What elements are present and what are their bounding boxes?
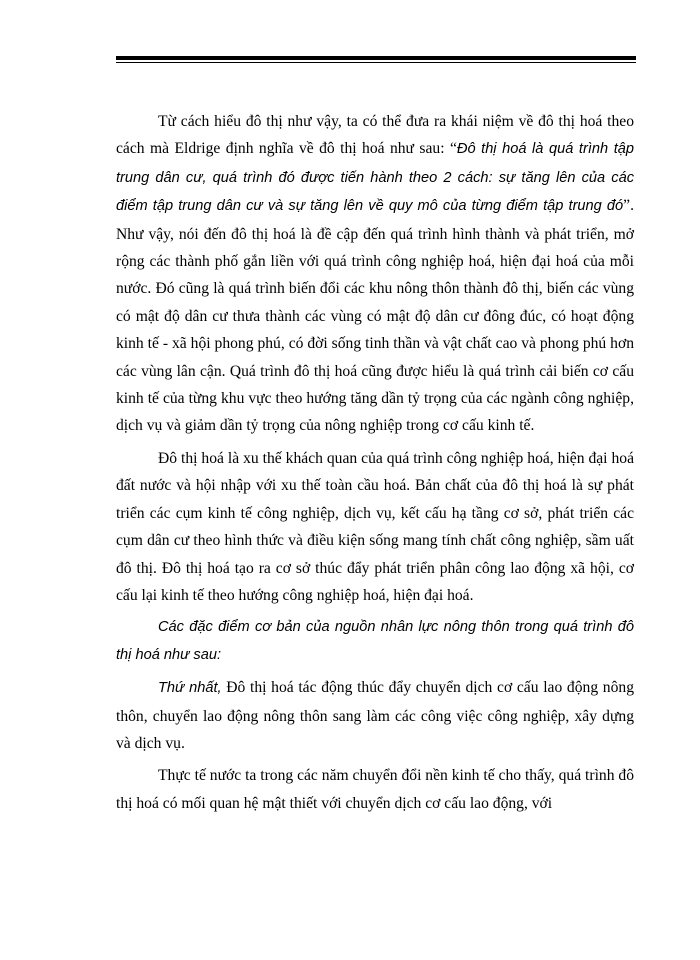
paragraph-1-rest: ”. Như vậy, nói đến đô thị hoá là đề cập đến quá trình hình thành và phát triển, mở rộng các thành phố gắn liền với quá trình công nghiệp hoá, hiện đại hoá của mỗi nước. Đó cũng là quá trình biến đổi các khu nông thôn thành đô thị, biến các vùng có mật độ dân cư thưa thành các vùng có mật độ dân cư đông đúc, có hoạt động kinh tế - xã hội phong phú, có đời sống tinh thần và vật chất cao và phong phú hơn các vùng lân cận. Quá trình đô thị hoá cũng được hiểu là quá trình cải biến cơ cấu kinh tế của từng khu vực theo hướng tăng dần tỷ trọng của các ngành công nghiệp, dịch vụ và giảm dần tỷ trọng của nông nghiệp trong cơ cấu kinh tế. (116, 197, 634, 435)
header-rule-thin (116, 62, 636, 63)
paragraph-3-heading: Các đặc điểm cơ bản của nguồn nhân lực nông thôn trong quá trình đô thị hoá như sau: (116, 619, 634, 663)
paragraph-4-lead: Thứ nhất, (158, 680, 222, 697)
paragraph-1 (116, 108, 634, 440)
document-body (116, 108, 634, 817)
paragraph-5: Thực tế nước ta trong các năm chuyển đổi nền kinh tế cho thấy, quá trình đô thị hoá có mối quan hệ mật thiết với chuyển dịch cơ cấu lao động, với (116, 767, 634, 812)
paragraph-4-rest: Đô thị hoá tác động thúc đẩy chuyển dịch cơ cấu lao động nông thôn, chuyển lao động nông thôn sang làm các công việc công nghiệp, xây dựng và dịch vụ. (116, 679, 634, 752)
header-rule-thick (116, 56, 636, 60)
eldrige-definition-quote: Đô thị hoá là quá trình tập trung dân cư, quá trình đó được tiến hành theo 2 cách: sự tăng lên của các điểm tập trung dân cư và sự tăng lên về quy mô của từng điểm tập trung đó (116, 141, 634, 215)
paragraph-1-lead: Từ cách hiểu đô thị như vậy, ta có thể đưa ra khái niệm về đô thị hoá theo cách mà Eldrige định nghĩa về đô thị hoá như sau: “ (116, 113, 634, 158)
paragraph-2: Đô thị hoá là xu thế khách quan của quá trình công nghiệp hoá, hiện đại hoá đất nước và hội nhập với xu thế toàn cầu hoá. Bản chất của đô thị hoá là sự phát triển các cụm kinh tế công nghiệp, dịch vụ, kết cấu hạ tầng cơ sở, phát triển các cụm dân cư theo hình thức và điều kiện sống mang tính chất công nghiệp, sầm uất đô thị. Đô thị hoá tạo ra cơ sở thúc đẩy phát triển phân công lao động xã hội, cơ cấu lại kinh tế theo hướng công nghiệp hoá, hiện đại hoá. (116, 449, 634, 604)
paragraph-4 (116, 674, 634, 757)
